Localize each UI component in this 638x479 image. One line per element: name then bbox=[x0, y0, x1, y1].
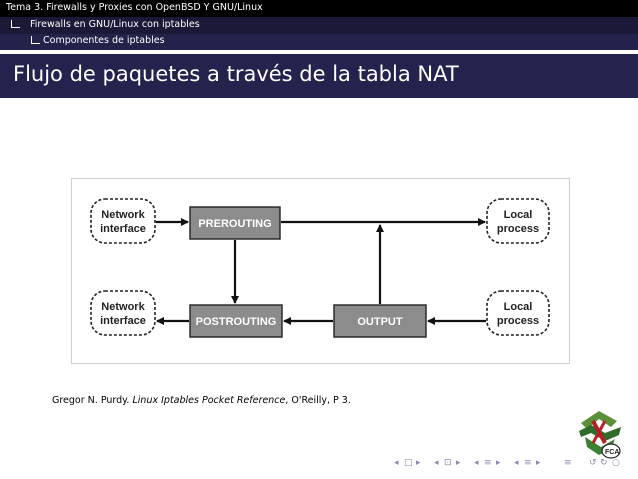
tree-branch-icon bbox=[31, 36, 40, 44]
local-process-in-label-1: Local bbox=[503, 209, 533, 221]
postrouting-label: POSTROUTING bbox=[195, 316, 277, 328]
frame-title-bar bbox=[0, 54, 638, 98]
headline-subsubsection-row bbox=[0, 34, 638, 50]
headline bbox=[0, 0, 638, 50]
nav-next-frame-icon[interactable]: ▸ bbox=[456, 458, 461, 468]
beamer-navigation bbox=[394, 458, 630, 472]
nav-next-section-icon[interactable]: ▸ bbox=[536, 458, 541, 468]
headline-subsubsection[interactable]: Componentes de iptables bbox=[43, 35, 165, 46]
nav-section-icon[interactable]: ≡ bbox=[524, 458, 532, 468]
local-process-out-node bbox=[487, 291, 549, 335]
svg-text:FCA: FCA bbox=[605, 449, 620, 456]
local-process-out-label-2: process bbox=[496, 315, 540, 327]
network-interface-in-node bbox=[91, 199, 155, 243]
headline-subsection-row bbox=[0, 17, 638, 34]
tree-branch-icon bbox=[11, 20, 20, 28]
nav-back-icon[interactable]: ↻ bbox=[600, 458, 608, 468]
output-label: OUTPUT bbox=[357, 316, 403, 328]
citation-author: Gregor N. Purdy. bbox=[52, 395, 130, 406]
university-logo-icon bbox=[571, 403, 627, 463]
nav-prev-subsection-icon[interactable]: ◂ bbox=[474, 458, 479, 468]
prerouting-label: PREROUTING bbox=[198, 218, 272, 230]
nav-subsection-icon[interactable]: ≡ bbox=[484, 458, 492, 468]
nat-flow-diagram bbox=[72, 179, 569, 363]
headline-section-row bbox=[0, 0, 638, 17]
nav-next-slide-icon[interactable]: ▸ bbox=[416, 458, 421, 468]
frame-title: Flujo de paquetes a través de la tabla NAT bbox=[13, 62, 459, 86]
network-interface-out-label-2: interface bbox=[100, 315, 146, 327]
nav-document-icon[interactable]: ≡ bbox=[564, 458, 572, 468]
citation bbox=[52, 395, 351, 406]
network-interface-in-label-2: interface bbox=[100, 223, 146, 235]
nav-frame-icon[interactable]: ⊡ bbox=[444, 458, 452, 468]
nav-prev-slide-icon[interactable]: ◂ bbox=[394, 458, 399, 468]
headline-section[interactable]: Tema 3. Firewalls y Proxies con OpenBSD Y GNU/Linux bbox=[6, 2, 263, 13]
citation-rest: , O'Reilly, P 3. bbox=[285, 395, 351, 406]
nav-slide-icon[interactable]: □ bbox=[404, 458, 413, 468]
nav-search-icon[interactable]: ↺ bbox=[589, 458, 597, 468]
network-interface-out-node bbox=[91, 291, 155, 335]
nav-prev-section-icon[interactable]: ◂ bbox=[514, 458, 519, 468]
local-process-in-node bbox=[487, 199, 549, 243]
nat-flow-figure bbox=[71, 178, 570, 364]
headline-subsection[interactable]: Firewalls en GNU/Linux con iptables bbox=[30, 19, 200, 30]
local-process-in-label-2: process bbox=[496, 223, 540, 235]
citation-title: Linux Iptables Pocket Reference bbox=[132, 395, 286, 406]
nav-next-subsection-icon[interactable]: ▸ bbox=[496, 458, 501, 468]
network-interface-in-label-1: Network bbox=[101, 209, 145, 221]
nav-prev-frame-icon[interactable]: ◂ bbox=[434, 458, 439, 468]
local-process-out-label-1: Local bbox=[503, 301, 533, 313]
network-interface-out-label-1: Network bbox=[101, 301, 145, 313]
nav-find-icon[interactable]: ○ bbox=[612, 458, 620, 468]
